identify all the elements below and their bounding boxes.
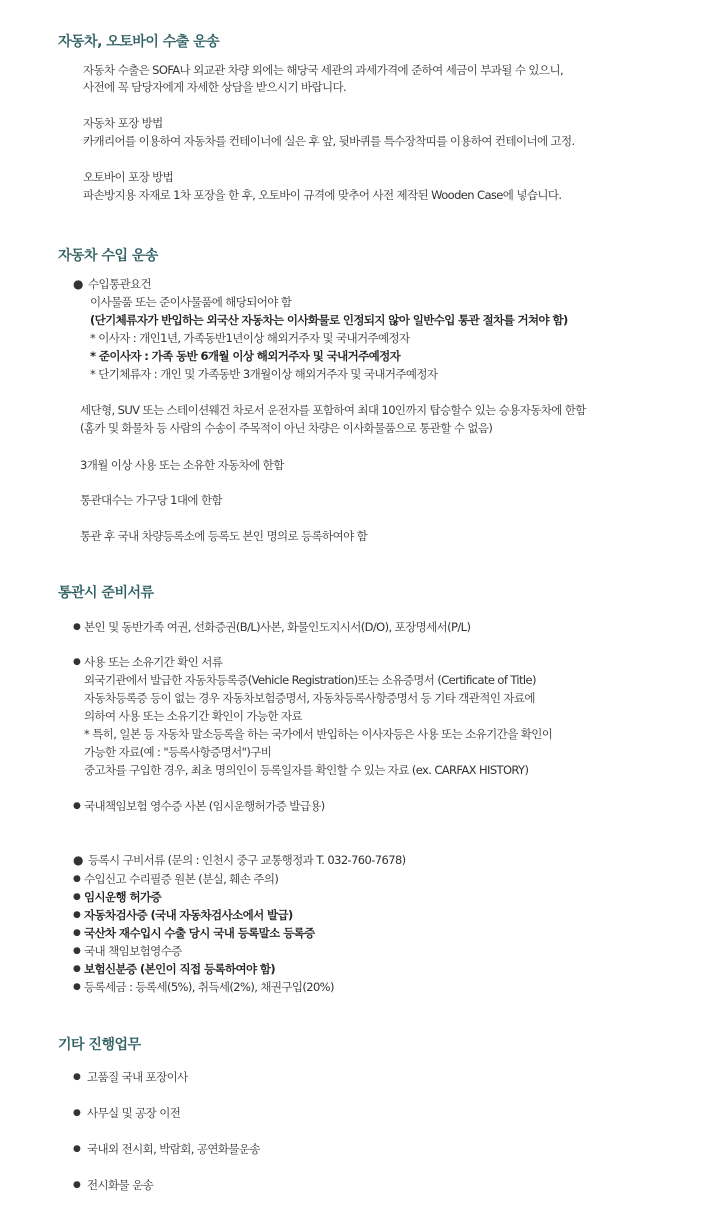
documents-ownership-line-6: 중고차를 구입한 경우, 최초 명의인이 등록일자를 확인할 수 있는 자료 (ex. CARFAX HISTORY) [84, 763, 529, 777]
bullet-icon: ● [73, 1072, 81, 1082]
bike-packing-title: 오토바이 포장 방법 [83, 170, 174, 184]
documents-ownership-line-3: 의하여 사용 또는 소유기간 확인이 가능한 자료 [84, 709, 303, 723]
import-quantity: 통관대수는 가구당 1대에 한함 [80, 493, 222, 507]
documents-section-title: 통관시 준비서류 [58, 585, 154, 601]
registration-item-7: 등록세금 : 등록세(5%), 취득세(2%), 채권구입(20%) [84, 980, 334, 994]
bike-packing-text: 파손방지용 자재로 1차 포장을 한 후, 오토바이 규격에 맞추어 사전 제작된 Wooden Case에 넣습니다. [83, 188, 562, 202]
documents-ownership-line-2: 자동차등록증 등이 없는 경우 자동차보험증명서, 자동차등록사항증명서 등 기타 객관적인 자료에 [84, 691, 535, 705]
bullet-icon: ● [73, 982, 81, 992]
bullet-icon: ● [73, 622, 81, 632]
bullet-icon: ● [73, 1108, 81, 1118]
documents-passport: 본인 및 동반가족 여권, 선화증권(B/L)사본, 화물인도지시서(D/O), 포장명세서(P/L) [84, 620, 471, 634]
car-packing-text: 카캐리어를 이용하여 자동차를 컨테이너에 실은 후 앞, 뒷바퀴를 특수장착띠를 이용하여 컨테이너에 고정. [83, 134, 575, 148]
bullet-icon: ● [73, 874, 81, 884]
registration-item-5: 국내 책임보험영수증 [84, 944, 182, 958]
import-requirement-3: * 이사자 : 개인1년, 가족동반1년이상 해외거주자 및 국내거주예정자 [90, 331, 410, 345]
bullet-icon: ● [73, 277, 83, 291]
documents-ownership-title: 사용 또는 소유기간 확인 서류 [84, 655, 223, 669]
bullet-icon: ● [73, 910, 81, 920]
import-vehicle-type-2: (홈카 및 화물차 등 사람의 수송이 주목적이 아닌 차량은 이사화물품으로 통관할 수 없음) [80, 421, 493, 435]
import-requirement-4: * 준이사자 : 가족 동반 6개월 이상 해외거주자 및 국내거주예정자 [90, 349, 401, 363]
other-item-2: 사무실 및 공장 이전 [87, 1106, 181, 1120]
registration-item-3: 자동차검사증 (국내 자동차검사소에서 발급) [84, 908, 293, 922]
bullet-icon: ● [73, 657, 81, 667]
bullet-icon: ● [73, 1180, 81, 1190]
documents-insurance: 국내책임보험 영수증 사본 (임시운행허가증 발급용) [84, 799, 325, 813]
import-vehicle-type-1: 세단형, SUV 또는 스테이션웨건 차로서 운전자를 포함하여 최대 10인까지 탑승할수 있는 승용자동차에 한함 [80, 403, 586, 417]
import-registration: 통관 후 국내 차량등록소에 등록도 본인 명의로 등록하여야 함 [80, 529, 368, 543]
import-requirement-5: * 단기체류자 : 개인 및 가족동반 3개월이상 해외거주자 및 국내거주예정자 [90, 367, 438, 381]
import-requirement-2: (단기체류자가 반입하는 외국산 자동차는 이사화물로 인정되지 않아 일반수입 통관 절차를 거쳐야 함) [90, 313, 568, 327]
other-item-1: 고품질 국내 포장이사 [87, 1070, 188, 1084]
import-requirements-title: 수입통관요건 [88, 277, 152, 291]
registration-item-6: 보험신분증 (본인이 직접 등록하여야 함) [84, 962, 276, 976]
documents-registration-title: 등록시 구비서류 (문의 : 인천시 중구 교통행정과 T. 032-760-7678) [88, 853, 406, 867]
bullet-icon: ● [73, 892, 81, 902]
bullet-icon: ● [73, 1144, 81, 1154]
import-usage-period: 3개월 이상 사용 또는 소유한 자동차에 한함 [80, 458, 284, 472]
bullet-icon: ● [73, 801, 81, 811]
registration-item-2: 임시운행 허가증 [84, 890, 161, 904]
bullet-icon: ● [73, 964, 81, 974]
documents-ownership-line-1: 외국기관에서 발급한 자동차등록증(Vehicle Registration)또는 소유증명서 (Certificate of Title) [84, 673, 536, 687]
bullet-icon: ● [73, 928, 81, 938]
car-packing-title: 자동차 포장 방법 [83, 116, 163, 130]
other-section-title: 기타 진행업무 [58, 1037, 141, 1053]
import-requirement-1: 이사물품 또는 준이사물품에 해당되어야 함 [90, 295, 292, 309]
documents-ownership-line-5: 가능한 자료(예 : "등록사항증명서")구비 [84, 745, 272, 759]
other-item-4: 전시화물 운송 [87, 1178, 154, 1192]
bullet-icon: ● [73, 853, 83, 867]
import-section-title: 자동차 수입 운송 [58, 248, 158, 264]
registration-item-1: 수입신고 수리필증 원본 (분실, 훼손 주의) [84, 872, 279, 886]
registration-item-4: 국산차 재수입시 수출 당시 국내 등록말소 등록증 [84, 926, 315, 940]
bullet-icon: ● [73, 946, 81, 956]
export-notice-line-2: 사전에 꼭 담당자에게 자세한 상담을 받으시기 바랍니다. [83, 80, 347, 94]
other-item-3: 국내외 전시회, 박람회, 공연화물운송 [87, 1142, 260, 1156]
export-section-title: 자동차, 오토바이 수출 운송 [58, 34, 220, 50]
documents-ownership-line-4: * 특히, 일본 등 자동차 말소등록을 하는 국가에서 반입하는 이사자등은 사용 또는 소유기간을 확인이 [84, 727, 553, 741]
export-notice-line-1: 자동차 수출은 SOFA나 외교관 차량 외에는 해당국 세관의 과세가격에 준하여 세금이 부과될 수 있으니, [83, 63, 564, 77]
